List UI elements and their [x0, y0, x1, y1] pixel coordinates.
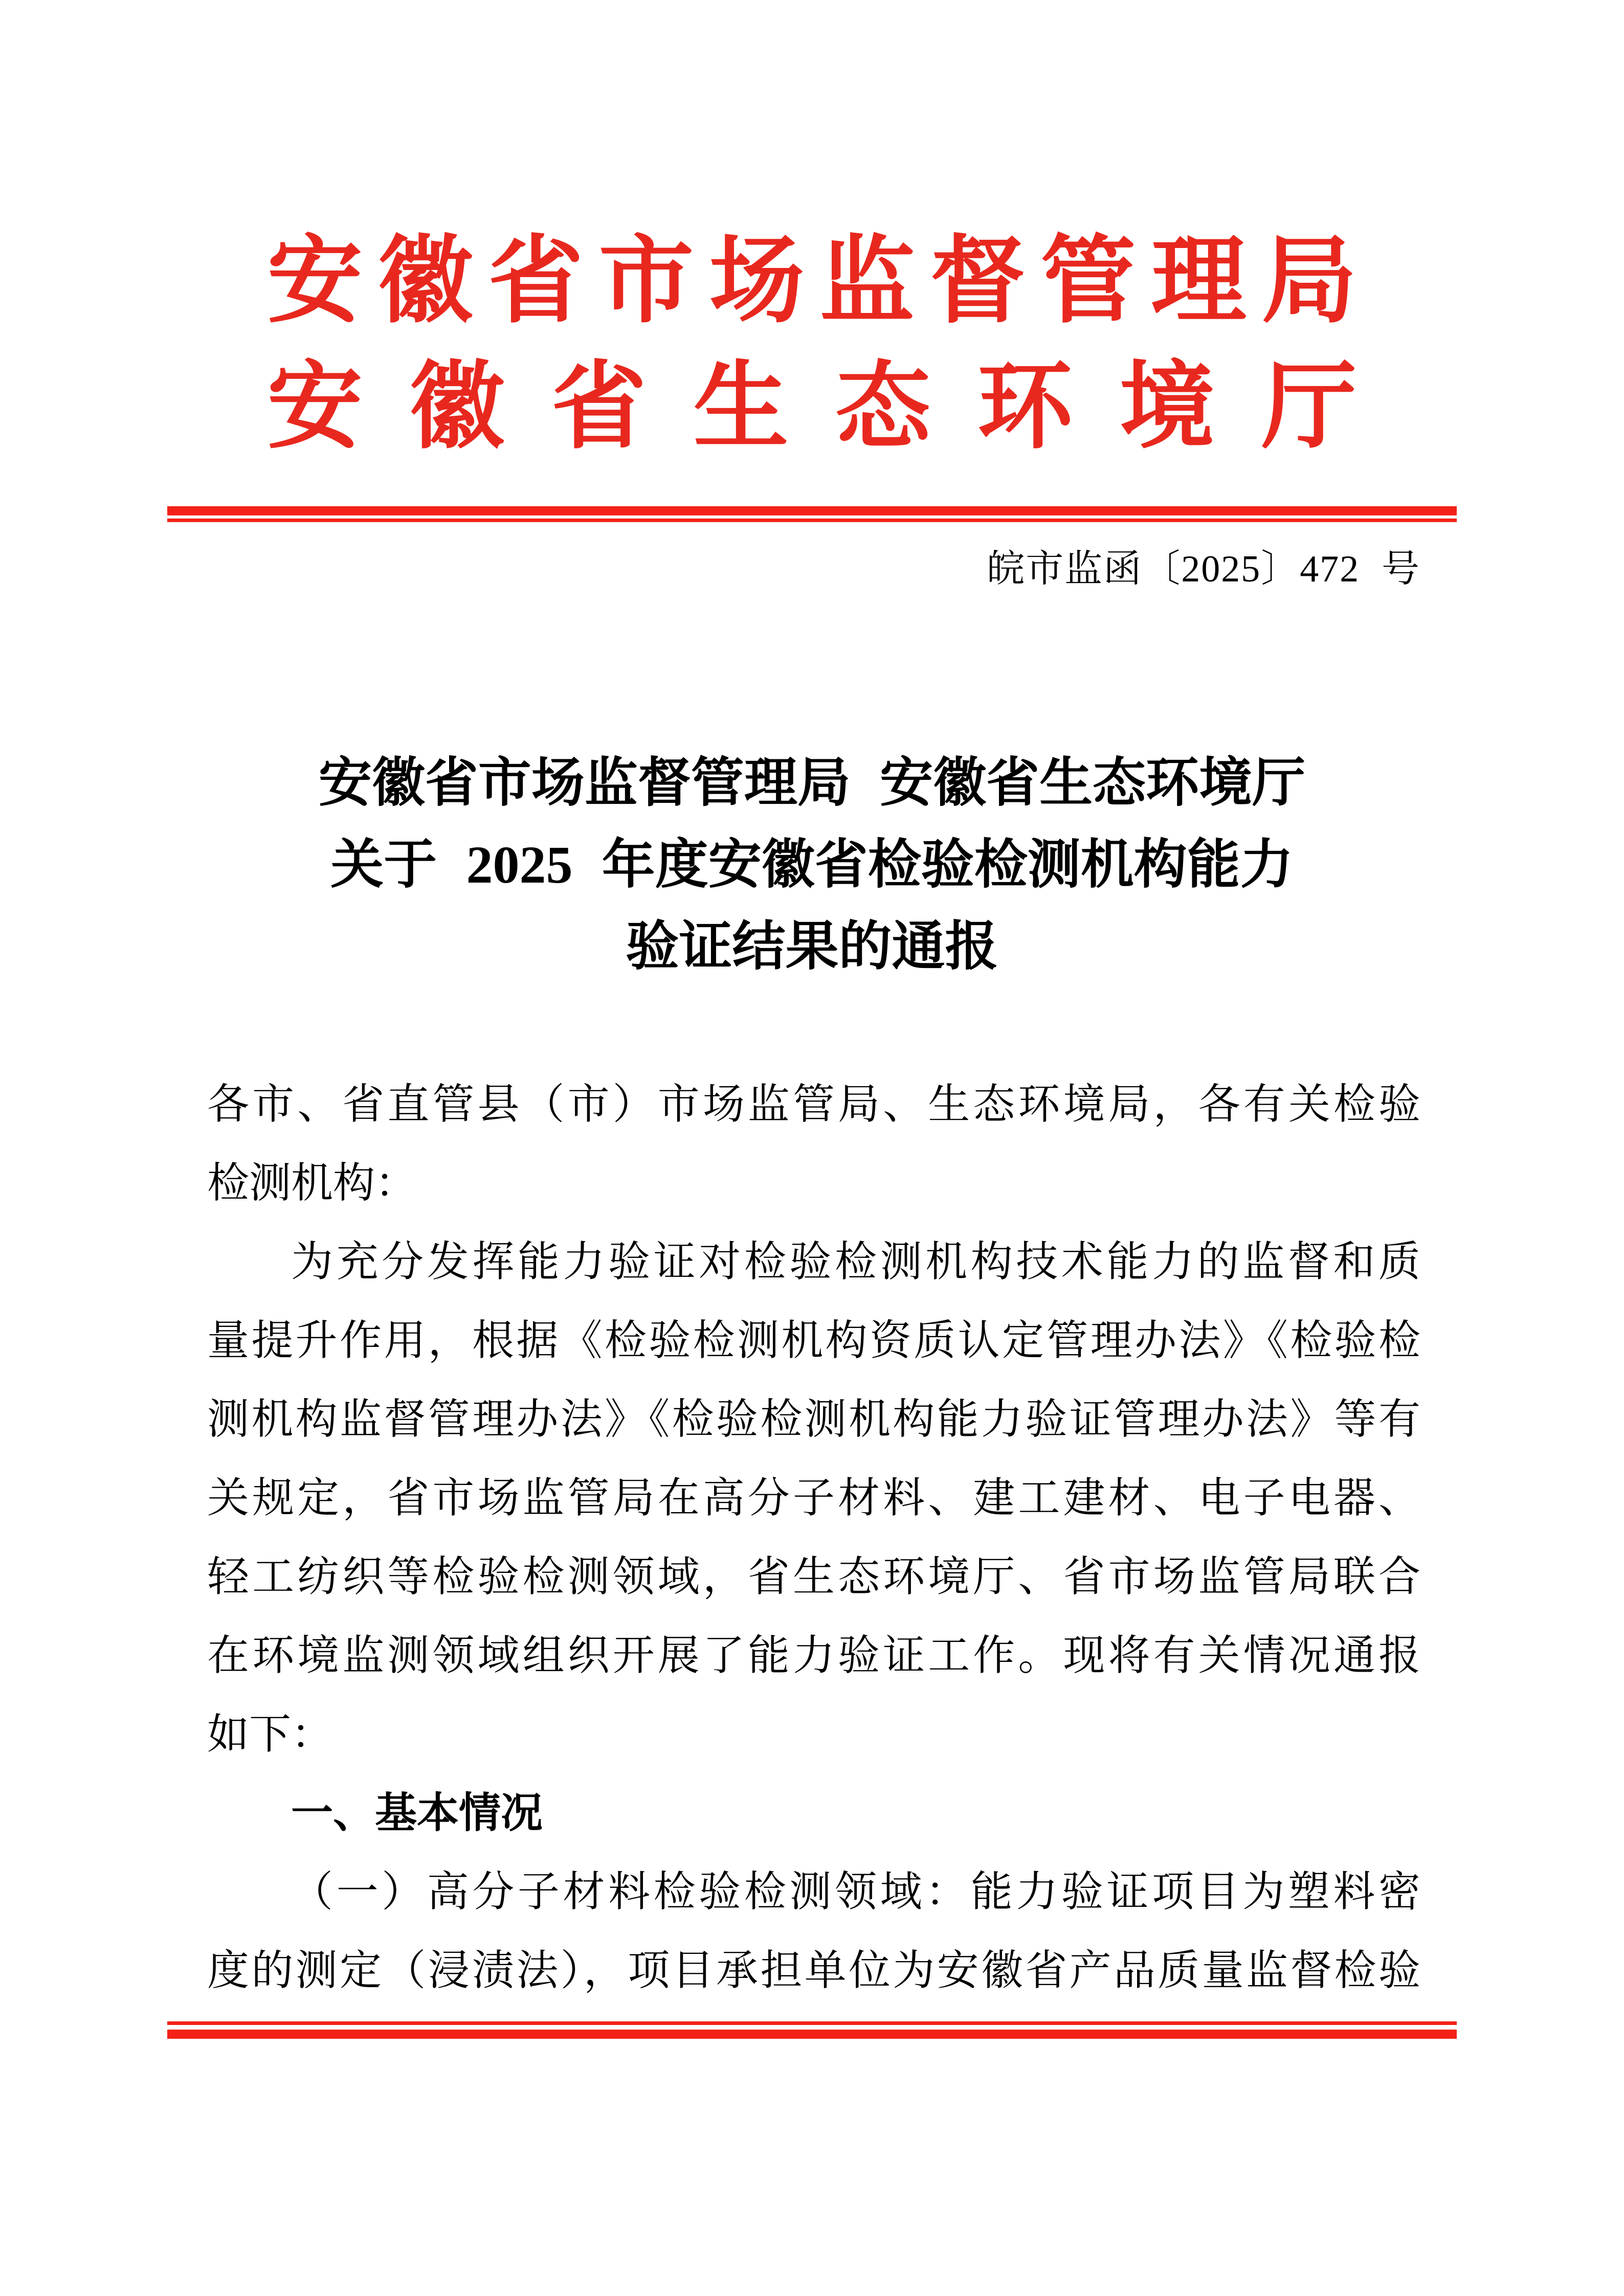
letterhead-agency-line-2: 安徽省生态环境厅 [267, 355, 1357, 460]
body-line: 关规定，省市场监管局在高分子材料、建工建材、电子电器、 [207, 1475, 1420, 1521]
footer-rule [167, 2021, 1457, 2039]
footer-rule-gap [167, 2025, 1457, 2030]
body-line: 测机构监督管理办法》《检验检测机构能力验证管理办法》等有 [207, 1396, 1420, 1443]
title-line: 关于 2025 年度安徽省检验检测机构能力 [330, 836, 1294, 894]
title-line: 验证结果的通报 [626, 917, 998, 976]
header-rule [167, 506, 1457, 522]
title-line: 安徽省市场监督管理局 安徽省生态环境厅 [318, 754, 1306, 813]
footer-rule-thin-line [167, 2021, 1457, 2025]
body-line: 检测机构： [207, 1160, 417, 1206]
header-rule-thin-line [167, 519, 1457, 522]
body-line: 度的测定（浸渍法），项目承担单位为安徽省产品质量监督检验 [207, 1947, 1420, 1994]
body-line: 为充分发挥能力验证对检验检测机构技术能力的监督和质 [291, 1239, 1420, 1285]
body-line: 轻工纺织等检验检测领域，省生态环境厅、省市场监管局联合 [207, 1554, 1420, 1600]
body-line: （一）高分子材料检验检测领域：能力验证项目为塑料密 [291, 1869, 1420, 1915]
document-number: 皖市监函〔2025〕472 号 [987, 548, 1420, 590]
header-rule-thick-line [167, 506, 1457, 515]
document-title [0, 742, 1624, 988]
footer-rule-thick-line [167, 2030, 1457, 2039]
letterhead [268, 219, 1357, 470]
body-line: 各市、省直管县（市）市场监管局、生态环境局，各有关检验 [207, 1081, 1420, 1128]
body-line: 如下： [207, 1711, 333, 1758]
body-line: 量提升作用，根据《检验检测机构资质认定管理办法》《检验检 [207, 1317, 1420, 1364]
section-heading: 一、基本情况 [291, 1790, 543, 1836]
document-body [207, 1065, 1420, 2010]
letterhead-agency-line-1: 安徽省市场监督管理局 [267, 229, 1357, 334]
body-line: 在环境监测领域组织开展了能力验证工作。现将有关情况通报 [207, 1632, 1420, 1679]
